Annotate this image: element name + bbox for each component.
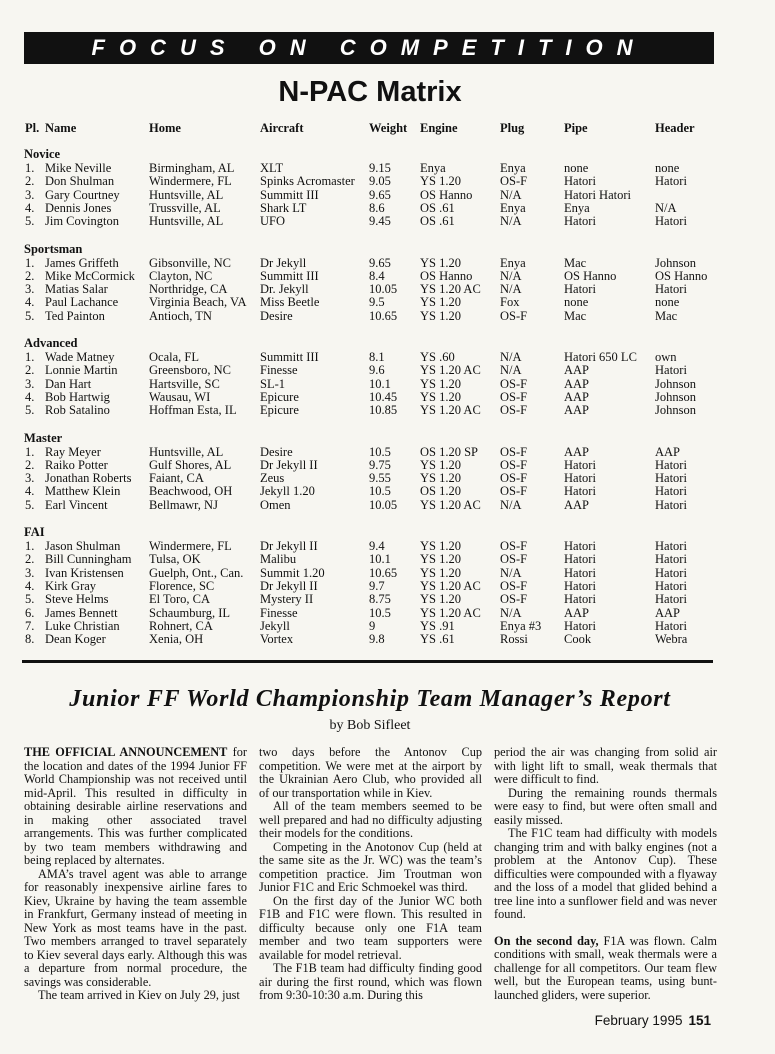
section-banner — [24, 32, 714, 64]
cell-pl: 2. — [25, 174, 35, 189]
cell-plug: OS-F — [500, 578, 528, 593]
cell-engine: YS 1.20 — [420, 174, 461, 189]
cell-home: Huntsville, AL — [149, 444, 224, 459]
cell-header: Hatori — [655, 592, 687, 607]
cell-home: Northridge, CA — [149, 282, 228, 297]
column-header-pipe: Pipe — [564, 121, 588, 135]
cell-weight: 10.5 — [369, 605, 391, 620]
cell-name: Raiko Potter — [45, 457, 108, 472]
paragraph: Competing in the Anotonov Cup (held at the same site as the Jr. WC) was the team’s competition practice. Jim Troutman won Junior F1C and Eric Schmoekel was third. — [259, 839, 482, 894]
cell-name: Mike Neville — [45, 161, 112, 175]
cell-pipe: Hatori — [564, 565, 596, 580]
cell-aircraft: Summitt III — [260, 350, 319, 364]
cell-plug: N/A — [500, 350, 522, 364]
cell-home: Beachwood, OH — [149, 484, 233, 499]
cell-pl: 2. — [25, 457, 35, 472]
cell-name: Ray Meyer — [45, 444, 101, 459]
cell-header: Webra — [655, 632, 688, 647]
cell-weight: 9.8 — [369, 632, 385, 647]
cell-weight: 9.75 — [369, 457, 391, 472]
cell-plug: N/A — [500, 268, 522, 283]
cell-pl: 3. — [25, 187, 35, 202]
cell-engine: OS .61 — [420, 200, 455, 215]
cell-name: Steve Helms — [45, 592, 109, 607]
cell-plug: OS-F — [500, 552, 528, 567]
cell-plug: OS-F — [500, 174, 528, 189]
cell-name: Luke Christian — [45, 618, 120, 633]
cell-weight: 10.05 — [369, 282, 398, 297]
column-header-header: Header — [655, 121, 695, 135]
cell-aircraft: Shark LT — [260, 200, 307, 215]
cell-aircraft: Summitt III — [260, 268, 319, 283]
cell-pipe: Enya — [564, 200, 590, 215]
cell-home: Florence, SC — [149, 578, 215, 593]
cell-name: Matthew Klein — [45, 484, 121, 499]
cell-pipe: AAP — [564, 444, 590, 459]
cell-pipe: Hatori — [564, 552, 596, 567]
cell-name: Ivan Kristensen — [45, 565, 124, 580]
cell-weight: 8.4 — [369, 268, 385, 283]
class-heading: Sportsman — [24, 241, 83, 256]
cell-header: Hatori — [655, 552, 687, 567]
cell-aircraft: Epicure — [260, 403, 299, 418]
cell-pipe: OS Hanno — [564, 268, 617, 283]
cell-header: Hatori — [655, 539, 687, 553]
section-divider — [22, 660, 713, 663]
cell-engine: YS 1.20 — [420, 565, 461, 580]
cell-header: Hatori — [655, 471, 687, 486]
column-header-pl: Pl. — [25, 121, 40, 135]
cell-home: Gulf Shores, AL — [149, 457, 232, 472]
cell-plug: OS-F — [500, 471, 528, 486]
cell-header: N/A — [655, 200, 677, 215]
cell-engine: OS 1.20 — [420, 484, 461, 499]
cell-weight: 10.05 — [369, 497, 398, 512]
lead-in: THE OFFICIAL ANNOUNCEMENT — [24, 745, 228, 759]
cell-engine: YS .61 — [420, 632, 455, 647]
cell-aircraft: XLT — [260, 161, 284, 175]
cell-plug: Enya #3 — [500, 618, 542, 633]
cell-aircraft: SL-1 — [260, 376, 285, 391]
cell-header: none — [655, 295, 680, 310]
cell-header: Johnson — [655, 255, 696, 270]
cell-plug: OS-F — [500, 444, 528, 459]
cell-engine: YS 1.20 AC — [420, 578, 481, 593]
cell-plug: N/A — [500, 565, 522, 580]
cell-name: Don Shulman — [45, 174, 115, 189]
cell-weight: 10.65 — [369, 308, 398, 323]
cell-aircraft: Vortex — [260, 632, 294, 647]
cell-pipe: AAP — [564, 497, 590, 512]
cell-name: Jason Shulman — [45, 539, 121, 553]
cell-pipe: Hatori — [564, 214, 596, 229]
cell-pl: 2. — [25, 268, 35, 283]
cell-plug: Fox — [500, 295, 520, 310]
cell-name: Dennis Jones — [45, 200, 112, 215]
cell-weight: 10.1 — [369, 552, 391, 567]
class-heading: Advanced — [24, 336, 78, 350]
cell-pipe: Mac — [564, 255, 587, 270]
cell-name: Mike McCormick — [45, 268, 135, 283]
cell-aircraft: Dr Jekyll II — [260, 578, 318, 593]
cell-home: Schaumburg, IL — [149, 605, 231, 620]
cell-engine: OS Hanno — [420, 187, 473, 202]
cell-pl: 2. — [25, 363, 35, 378]
cell-engine: OS 1.20 SP — [420, 444, 479, 459]
cell-pipe: Hatori — [564, 457, 596, 472]
cell-weight: 9.55 — [369, 471, 391, 486]
column-header-aircraft: Aircraft — [260, 121, 304, 135]
cell-home: Virginia Beach, VA — [149, 295, 247, 310]
cell-engine: YS 1.20 — [420, 389, 461, 404]
cell-name: Earl Vincent — [45, 497, 108, 512]
cell-header: OS Hanno — [655, 268, 708, 283]
cell-home: Rohnert, CA — [149, 618, 213, 633]
cell-home: Antioch, TN — [149, 308, 212, 323]
cell-name: Jonathan Roberts — [45, 471, 132, 486]
cell-home: Huntsville, AL — [149, 187, 224, 202]
cell-name: James Bennett — [45, 605, 118, 620]
cell-name: Wade Matney — [45, 350, 115, 364]
cell-weight: 9.45 — [369, 214, 391, 229]
cell-home: Greensboro, NC — [149, 363, 231, 378]
paragraph: AMA’s travel agent was able to arrange for reasonably inexpensive airline fares to Kiev, Ukraine by having the team assemble in Frankfurt, Germany instead of meeting in New York as most teams have in the past. Two members arranged to travel separately to Kiev several days early. Although this was a departure from normal procedure, the savings was considerable. — [24, 866, 247, 989]
cell-name: James Griffeth — [45, 255, 119, 270]
cell-pl: 3. — [25, 376, 35, 391]
cell-pipe: Hatori — [564, 174, 596, 189]
cell-home: Birmingham, AL — [149, 161, 235, 175]
cell-header: Hatori — [655, 363, 687, 378]
cell-pl: 5. — [25, 592, 35, 607]
cell-pl: 5. — [25, 308, 35, 323]
cell-header: none — [655, 161, 680, 175]
cell-engine: OS .61 — [420, 214, 455, 229]
cell-header: Hatori — [655, 565, 687, 580]
cell-header: Johnson — [655, 376, 696, 391]
column-header-engine: Engine — [420, 121, 458, 135]
cell-header: Hatori — [655, 282, 687, 297]
cell-aircraft: Dr Jekyll II — [260, 457, 318, 472]
cell-plug: N/A — [500, 605, 522, 620]
cell-home: Xenia, OH — [149, 632, 204, 647]
cell-aircraft: Summitt III — [260, 187, 319, 202]
cell-plug: OS-F — [500, 484, 528, 499]
cell-header: Hatori — [655, 578, 687, 593]
cell-pl: 3. — [25, 282, 35, 297]
cell-plug: OS-F — [500, 457, 528, 472]
cell-pl: 4. — [25, 389, 35, 404]
cell-pipe: Hatori Hatori — [564, 187, 631, 202]
cell-name: Ted Painton — [45, 308, 105, 323]
cell-weight: 10.1 — [369, 376, 391, 391]
cell-pipe: Hatori — [564, 471, 596, 486]
cell-home: Clayton, NC — [149, 268, 213, 283]
cell-plug: Enya — [500, 200, 526, 215]
cell-name: Gary Courtney — [45, 187, 120, 202]
cell-header: Hatori — [655, 484, 687, 499]
cell-aircraft: Dr. Jekyll — [260, 282, 309, 297]
cell-weight: 8.1 — [369, 350, 385, 364]
cell-header: AAP — [655, 605, 681, 620]
paragraph: The F1C team had difficulty with models changing trim and with balky engines (not a problem at the Antonov Cup). These difficulties were compounded with a flyaway and the loss of a model that glided behind a tree line into a sunflower field and was never found. — [494, 826, 717, 921]
cell-plug: OS-F — [500, 539, 528, 553]
cell-home: Guelph, Ont., Can. — [149, 565, 244, 580]
cell-aircraft: Miss Beetle — [260, 295, 320, 310]
cell-aircraft: Jekyll — [260, 618, 290, 633]
cell-home: Hoffman Esta, IL — [149, 403, 237, 418]
cell-weight: 10.5 — [369, 484, 391, 499]
cell-aircraft: Epicure — [260, 389, 299, 404]
cell-home: Tulsa, OK — [149, 552, 201, 567]
cell-plug: N/A — [500, 214, 522, 229]
cell-home: Trussville, AL — [149, 200, 221, 215]
banner-text: FOCUS ON COMPETITION — [91, 35, 647, 60]
cell-header: Hatori — [655, 214, 687, 229]
cell-engine: Enya — [420, 161, 446, 175]
cell-home: Hartsville, SC — [149, 376, 220, 391]
cell-plug: OS-F — [500, 592, 528, 607]
cell-weight: 10.65 — [369, 565, 398, 580]
class-heading: Master — [24, 430, 63, 445]
cell-plug: OS-F — [500, 376, 528, 391]
cell-pl: 1. — [25, 539, 35, 553]
paragraph: On the first day of the Junior WC both F1B and F1C were flown. This resulted in difficulty because only one F1A team member and two team supporters were available for model retrieval. — [259, 893, 482, 962]
cell-weight: 9.65 — [369, 255, 391, 270]
cell-aircraft: Desire — [260, 308, 293, 323]
cell-engine: YS 1.20 — [420, 592, 461, 607]
cell-home: Windermere, FL — [149, 539, 232, 553]
cell-engine: YS 1.20 AC — [420, 363, 481, 378]
cell-home: Windermere, FL — [149, 174, 232, 189]
cell-name: Dean Koger — [45, 632, 106, 647]
cell-pl: 4. — [25, 200, 35, 215]
cell-plug: OS-F — [500, 308, 528, 323]
cell-engine: OS Hanno — [420, 268, 473, 283]
cell-engine: YS 1.20 — [420, 539, 461, 553]
cell-engine: YS 1.20 AC — [420, 403, 481, 418]
cell-home: Gibsonville, NC — [149, 255, 231, 270]
cell-pl: 1. — [25, 161, 35, 175]
cell-pl: 3. — [25, 565, 35, 580]
cell-pl: 2. — [25, 552, 35, 567]
cell-home: Wausau, WI — [149, 389, 211, 404]
cell-pl: 1. — [25, 444, 35, 459]
cell-pl: 8. — [25, 632, 35, 647]
cell-weight: 9.15 — [369, 161, 391, 175]
cell-weight: 9.7 — [369, 578, 385, 593]
cell-engine: YS 1.20 — [420, 308, 461, 323]
cell-weight: 8.6 — [369, 200, 385, 215]
cell-pl: 4. — [25, 295, 35, 310]
cell-plug: N/A — [500, 187, 522, 202]
cell-engine: YS 1.20 — [420, 295, 461, 310]
column-header-name: Name — [45, 121, 77, 135]
cell-header: Hatori — [655, 497, 687, 512]
cell-aircraft: Zeus — [260, 471, 285, 486]
cell-pipe: Hatori — [564, 592, 596, 607]
cell-pipe: Mac — [564, 308, 587, 323]
cell-pipe: none — [564, 161, 589, 175]
cell-weight: 9.4 — [369, 539, 385, 553]
cell-weight: 9 — [369, 618, 376, 633]
cell-aircraft: Finesse — [260, 363, 298, 378]
cell-weight: 9.05 — [369, 174, 391, 189]
paragraph-text: F1A was flown. Calm conditions with small, weak thermals were a challenge for all competitors. Our team flew well, but the European teams, using bunt-launched gliders, were superior. — [494, 933, 717, 1002]
cell-aircraft: Finesse — [260, 605, 298, 620]
cell-header: own — [655, 350, 677, 364]
cell-pl: 5. — [25, 403, 35, 418]
matrix-title: N-PAC Matrix — [278, 76, 462, 108]
cell-engine: YS 1.20 — [420, 376, 461, 391]
cell-name: Matias Salar — [45, 282, 108, 297]
cell-plug: N/A — [500, 363, 522, 378]
cell-pl: 5. — [25, 214, 35, 229]
paragraph: two days before the Antonov Cup competition. We were met at the airport by the Ukrainian Aero Club, who provided all of our transportation while in Kiev. — [259, 745, 482, 800]
cell-header: Hatori — [655, 457, 687, 472]
cell-pipe: Hatori — [564, 539, 596, 553]
cell-plug: OS-F — [500, 403, 528, 418]
cell-name: Jim Covington — [45, 214, 119, 229]
cell-pipe: AAP — [564, 363, 590, 378]
cell-pl: 1. — [25, 255, 35, 270]
cell-name: Paul Lachance — [45, 295, 119, 310]
paragraph: The team arrived in Kiev on July 29, just — [38, 988, 240, 1002]
cell-aircraft: UFO — [260, 214, 286, 229]
lead-in: On the second day, — [494, 933, 599, 948]
cell-weight: 9.5 — [369, 295, 385, 310]
paragraph: The F1B team had difficulty finding good air during the first round, which was flown from 9:30-10:30 a.m. During this — [259, 961, 482, 1002]
cell-pipe: AAP — [564, 376, 590, 391]
cell-weight: 10.5 — [369, 444, 391, 459]
cell-pipe: AAP — [564, 403, 590, 418]
paragraph: All of the team members seemed to be well prepared and had no difficulty adjusting their models for the conditions. — [259, 799, 482, 840]
class-heading: FAI — [24, 525, 45, 539]
cell-header: AAP — [655, 444, 681, 459]
cell-engine: YS 1.20 — [420, 552, 461, 567]
cell-pl: 7. — [25, 618, 35, 633]
cell-pipe: Cook — [564, 632, 592, 647]
cell-weight: 9.6 — [369, 363, 385, 378]
cell-header: Mac — [655, 308, 678, 323]
cell-engine: YS 1.20 AC — [420, 497, 481, 512]
cell-home: El Toro, CA — [149, 592, 211, 607]
cell-plug: Enya — [500, 255, 526, 270]
cell-plug: Rossi — [500, 632, 528, 647]
cell-header: Hatori — [655, 618, 687, 633]
cell-header: Johnson — [655, 403, 696, 418]
cell-aircraft: Spinks Acromaster — [260, 174, 355, 189]
issue-date: February 1995 — [594, 1013, 683, 1028]
paragraph: period the air was changing from solid air with light lift to small, weak thermals that were difficult to find. — [494, 745, 717, 786]
cell-header: Hatori — [655, 174, 687, 189]
column-header-weight: Weight — [369, 121, 408, 135]
cell-pipe: Hatori — [564, 578, 596, 593]
cell-home: Bellmawr, NJ — [149, 497, 218, 512]
cell-pipe: AAP — [564, 605, 590, 620]
cell-weight: 8.75 — [369, 592, 391, 607]
cell-aircraft: Summit 1.20 — [260, 565, 325, 580]
cell-pipe: Hatori — [564, 282, 596, 297]
cell-weight: 9.65 — [369, 187, 391, 202]
cell-plug: OS-F — [500, 389, 528, 404]
paragraph-text: for the location and dates of the 1994 Junior FF World Championship was not received until mid-April. This resulted in difficulty in obtaining desirable airline reservations and in making other associated travel arrangements. This was further complicated by two team members withdrawing and being replaced by alternates. — [24, 745, 247, 867]
cell-home: Faiant, CA — [149, 471, 204, 486]
cell-engine: YS .91 — [420, 618, 455, 633]
page-footer — [595, 1013, 711, 1028]
page-number: 151 — [688, 1013, 711, 1028]
cell-engine: YS 1.20 AC — [420, 282, 481, 297]
article-column-1 — [24, 746, 247, 1003]
cell-name: Lonnie Martin — [45, 363, 118, 378]
cell-aircraft: Dr Jekyll — [260, 255, 307, 270]
cell-name: Kirk Gray — [45, 578, 97, 593]
cell-pl: 3. — [25, 471, 35, 486]
cell-engine: YS .60 — [420, 350, 455, 364]
cell-weight: 10.45 — [369, 389, 398, 404]
cell-name: Bob Hartwig — [45, 389, 110, 404]
cell-name: Bill Cunningham — [45, 552, 132, 567]
cell-home: Huntsville, AL — [149, 214, 224, 229]
cell-aircraft: Dr Jekyll II — [260, 539, 318, 553]
cell-weight: 10.85 — [369, 403, 398, 418]
paragraph: During the remaining rounds thermals were easy to find, but were often small and easily missed. — [494, 785, 717, 827]
cell-plug: Enya — [500, 161, 526, 175]
column-header-plug: Plug — [500, 121, 525, 135]
cell-aircraft: Jekyll 1.20 — [260, 484, 315, 499]
cell-engine: YS 1.20 — [420, 471, 461, 486]
article-column-2 — [259, 746, 482, 1003]
cell-pipe: none — [564, 295, 589, 310]
cell-engine: YS 1.20 AC — [420, 605, 481, 620]
cell-aircraft: Omen — [260, 497, 291, 512]
cell-plug: N/A — [500, 497, 522, 512]
cell-pl: 4. — [25, 484, 35, 499]
cell-header: Johnson — [655, 389, 696, 404]
article-byline: by Bob Sifleet — [329, 718, 411, 733]
cell-pl: 1. — [25, 350, 35, 364]
cell-name: Dan Hart — [45, 376, 92, 391]
cell-name: Rob Satalino — [45, 403, 110, 418]
class-heading: Novice — [24, 147, 61, 161]
cell-pl: 5. — [25, 497, 35, 512]
cell-home: Ocala, FL — [149, 350, 199, 364]
column-header-home: Home — [149, 121, 181, 135]
cell-pipe: AAP — [564, 389, 590, 404]
cell-aircraft: Desire — [260, 444, 293, 459]
cell-engine: YS 1.20 — [420, 457, 461, 472]
cell-engine: YS 1.20 — [420, 255, 461, 270]
cell-pl: 4. — [25, 578, 35, 593]
cell-aircraft: Malibu — [260, 552, 297, 567]
cell-pipe: Hatori — [564, 484, 596, 499]
cell-pipe: Hatori — [564, 618, 596, 633]
cell-aircraft: Mystery II — [260, 592, 314, 607]
article-column-3 — [494, 746, 717, 1002]
article-title: Junior FF World Championship Team Manager’s Report — [69, 686, 671, 712]
cell-pipe: Hatori 650 LC — [564, 350, 637, 364]
cell-pl: 6. — [25, 605, 35, 620]
cell-plug: N/A — [500, 282, 522, 297]
